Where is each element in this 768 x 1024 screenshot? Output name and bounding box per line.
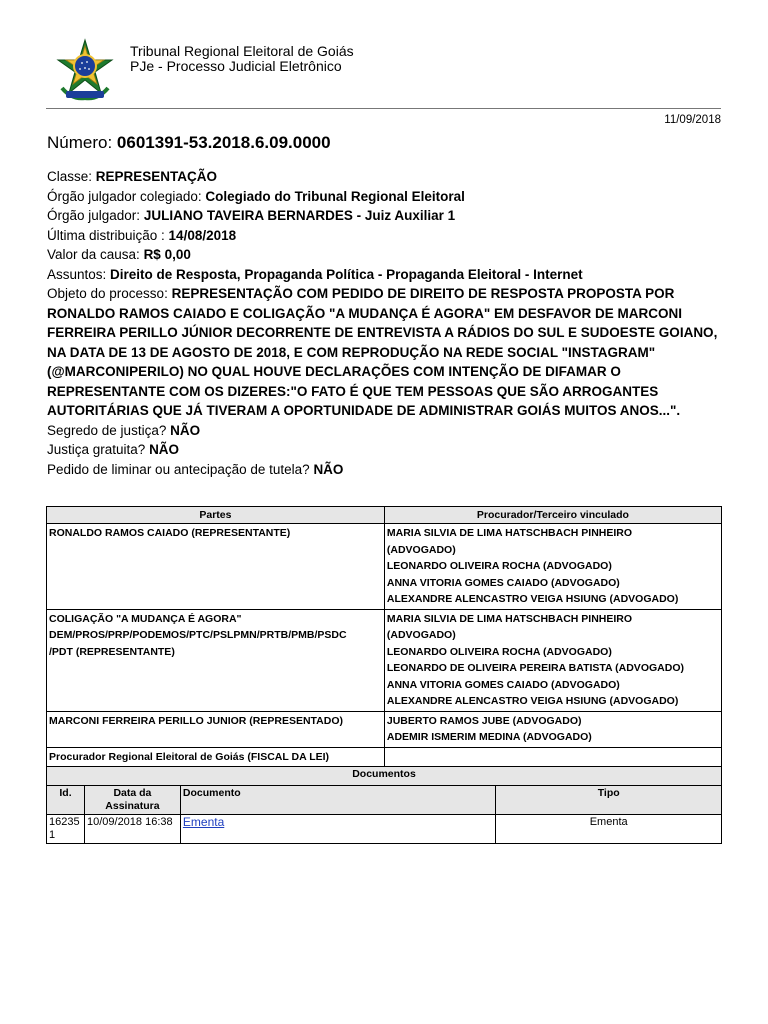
column-header-partes: Partes xyxy=(47,507,385,524)
field-liminar xyxy=(47,460,727,480)
procurador-line: ANNA VITORIA GOMES CAIADO (ADVOGADO) xyxy=(386,678,620,691)
procurador-line: MARIA SILVIA DE LIMA HATSCHBACH PINHEIRO xyxy=(386,612,633,625)
process-number xyxy=(47,133,331,153)
field-justica-gratuita xyxy=(47,440,727,460)
field-label: Segredo de justiça? xyxy=(47,422,171,438)
doc-link-cell xyxy=(180,815,495,844)
procurador-cell xyxy=(384,711,721,747)
ementa-document-link[interactable]: Ementa xyxy=(182,815,225,829)
field-label: Última distribuição : xyxy=(47,227,169,243)
field-label: Órgão julgador colegiado: xyxy=(47,188,206,204)
procurador-line: (ADVOGADO) xyxy=(386,629,456,641)
procurador-line: MARIA SILVIA DE LIMA HATSCHBACH PINHEIRO xyxy=(386,527,633,539)
parte-cell xyxy=(47,747,385,767)
field-label: Órgão julgador: xyxy=(47,208,144,223)
field-value: R$ 0,00 xyxy=(143,247,191,262)
column-header-id: Id. xyxy=(47,786,85,815)
table-header-row xyxy=(47,786,722,815)
document-header xyxy=(50,38,720,108)
parte-line: MARCONI FERREIRA PERILLO JUNIOR (REPRESENTADO) xyxy=(49,714,344,727)
parte-line: RONALDO RAMOS CAIADO (REPRESENTANTE) xyxy=(49,527,291,539)
procurador-cell xyxy=(384,524,721,610)
header-divider xyxy=(46,108,721,109)
field-value: NÃO xyxy=(170,422,201,438)
parte-line: /PDT (REPRESENTANTE) xyxy=(49,645,175,658)
field-value: NÃO xyxy=(149,442,180,457)
table-row xyxy=(47,711,722,747)
parte-cell xyxy=(47,711,385,747)
field-value: NÃO xyxy=(313,461,344,477)
process-fields xyxy=(47,167,727,479)
table-row xyxy=(47,524,722,610)
field-label: Assuntos: xyxy=(47,266,111,282)
procurador-line: ANNA VITORIA GOMES CAIADO (ADVOGADO) xyxy=(386,576,620,589)
brazil-coat-of-arms-icon xyxy=(52,38,118,104)
documents-table xyxy=(46,766,722,844)
parte-line: DEM/PROS/PRP/PODEMOS/PTC/PSLPMN/PRTB/PMB/PSDC xyxy=(49,629,347,641)
field-value: Direito de Resposta, Propaganda Política - Propaganda Eleitoral - Internet xyxy=(110,266,583,282)
tribunal-name: Tribunal Regional Eleitoral de Goiás xyxy=(130,43,354,59)
column-header-procurador: Procurador/Terceiro vinculado xyxy=(384,507,721,524)
parte-cell xyxy=(47,609,385,711)
field-segredo xyxy=(47,421,727,441)
institution-name xyxy=(130,44,354,74)
doc-type-cell: Ementa xyxy=(496,815,722,844)
field-value: REPRESENTAÇÃO COM PEDIDO DE DIREITO DE RESPOSTA PROPOSTA POR RONALDO RAMOS CAIADO E COLIGAÇÃO "A MUDANÇA É AGORA" EM DESFAVOR DE MARCONI FERREIRA PERILLO JÚNIOR DECORRENTE DE ENTREVISTA A RÁDIOS DO SUL E SUDOESTE GOIANO, NA DATA DE 13 DE AGOSTO DE 2018, E COM REPRODUÇÃO NA REDE SOCIAL "INSTAGRAM" (@MARCONIPERILO) NO QUAL HOUVE DECLARAÇÕES COM INTENÇÃO DE DIFAMAR O REPRESENTANTE COM OS DIZERES:"O FATO É QUE TEM PESSOAS QUE SÃO ARROGANTES AUTORITÁRIAS QUE JÁ TIVERAM A OPORTUNIDADE DE ADMINISTRAR GOIÁS MUITOS ANOS...". xyxy=(47,286,718,418)
table-row xyxy=(47,747,722,767)
procurador-cell xyxy=(384,747,721,767)
field-ultima-distribuicao xyxy=(47,226,727,246)
doc-id-cell: 16235 1 xyxy=(47,815,85,844)
parties-table xyxy=(46,506,722,767)
procurador-line: JUBERTO RAMOS JUBE (ADVOGADO) xyxy=(386,714,582,727)
procurador-line: (ADVOGADO) xyxy=(386,543,456,556)
procurador-line: LEONARDO OLIVEIRA ROCHA (ADVOGADO) xyxy=(386,560,612,572)
field-orgao-colegiado xyxy=(47,187,727,207)
procurador-line: ALEXANDRE ALENCASTRO VEIGA HSIUNG (ADVOGADO) xyxy=(386,695,679,707)
field-value: REPRESENTAÇÃO xyxy=(95,169,218,184)
table-row xyxy=(47,815,722,844)
procurador-line: ADEMIR ISMERIM MEDINA (ADVOGADO) xyxy=(386,731,592,743)
field-value: Colegiado do Tribunal Regional Eleitoral xyxy=(205,188,465,204)
field-orgao-julgador xyxy=(47,206,727,226)
system-name: PJe - Processo Judicial Eletrônico xyxy=(130,58,342,74)
column-header-tipo: Tipo xyxy=(496,786,722,815)
documents-title: Documentos xyxy=(47,767,722,786)
table-header-row xyxy=(47,507,722,524)
process-number-value: 0601391-53.2018.6.09.0000 xyxy=(116,133,331,152)
field-label: Justiça gratuita? xyxy=(47,442,150,457)
procurador-line: LEONARDO OLIVEIRA ROCHA (ADVOGADO) xyxy=(386,645,612,658)
process-number-label: Número: xyxy=(47,133,117,152)
parte-line: Procurador Regional Eleitoral de Goiás (FISCAL DA LEI) xyxy=(49,750,330,763)
field-label: Valor da causa: xyxy=(47,247,144,262)
procurador-line: LEONARDO DE OLIVEIRA PEREIRA BATISTA (ADVOGADO) xyxy=(386,662,684,674)
field-value: 14/08/2018 xyxy=(168,227,237,243)
doc-date-cell: 10/09/2018 16:38 xyxy=(84,815,180,844)
table-title-row xyxy=(47,767,722,786)
field-label: Pedido de liminar ou antecipação de tutela? xyxy=(47,461,314,477)
field-objeto xyxy=(47,284,727,421)
parte-cell xyxy=(47,524,385,610)
column-header-documento: Documento xyxy=(180,786,495,815)
table-row xyxy=(47,609,722,711)
print-date: 11/09/2018 xyxy=(664,114,721,126)
field-classe xyxy=(47,167,727,187)
field-assuntos xyxy=(47,265,727,285)
field-label: Objeto do processo: xyxy=(47,286,172,301)
field-valor-causa xyxy=(47,245,727,265)
procurador-line: ALEXANDRE ALENCASTRO VEIGA HSIUNG (ADVOGADO) xyxy=(386,593,679,605)
field-label: Classe: xyxy=(47,169,96,184)
procurador-cell xyxy=(384,609,721,711)
column-header-data: Data da Assinatura xyxy=(84,786,180,815)
parte-line: COLIGAÇÃO "A MUDANÇA É AGORA" xyxy=(49,612,242,625)
field-value: JULIANO TAVEIRA BERNARDES - Juiz Auxiliar 1 xyxy=(143,208,456,223)
